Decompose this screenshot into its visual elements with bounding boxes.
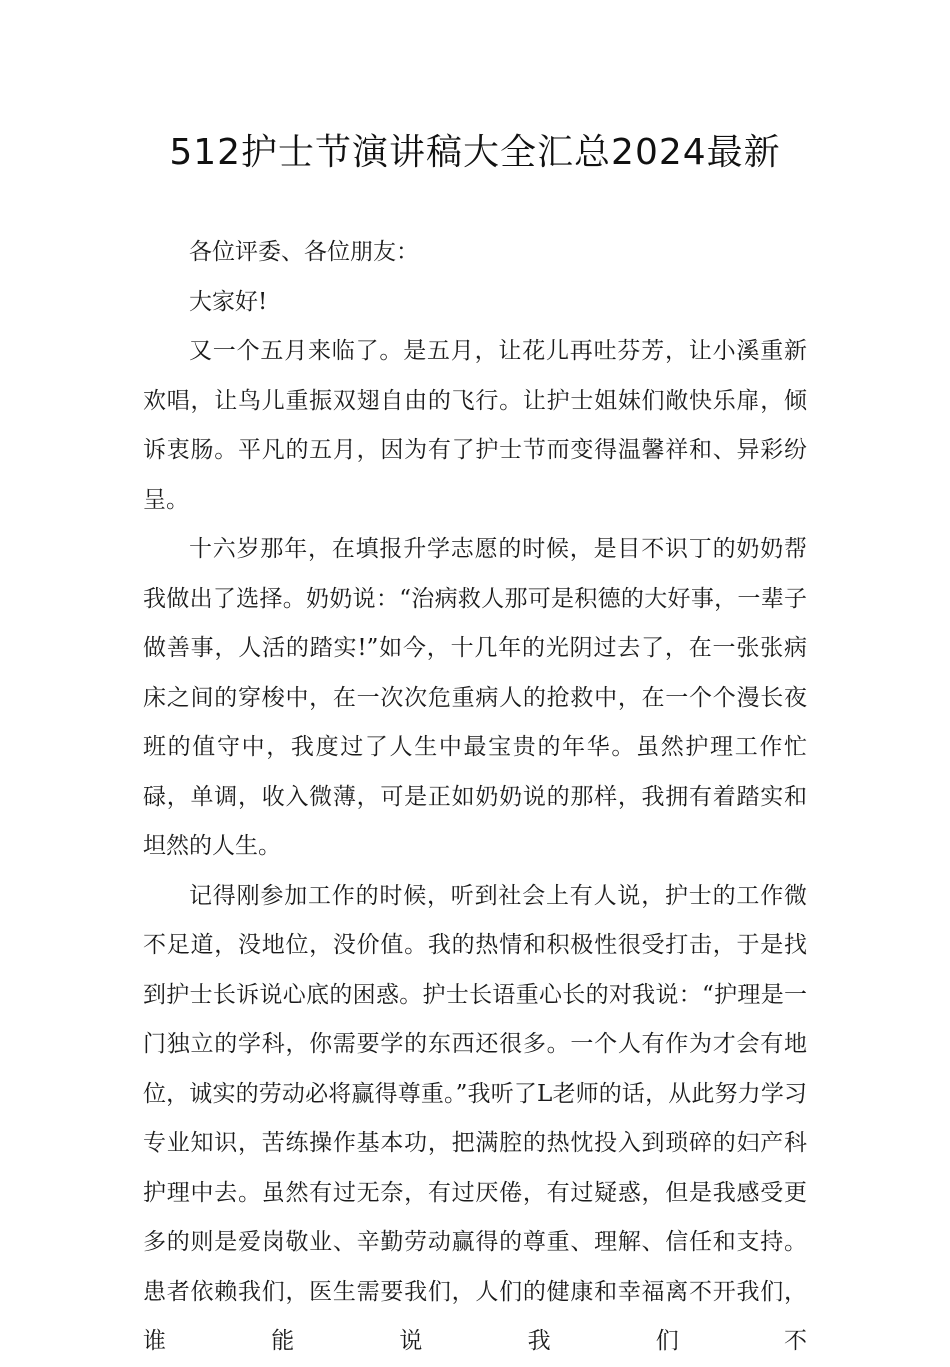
- document-body: [143, 228, 807, 1367]
- body-paragraph: 记得刚参加工作的时候，听到社会上有人说，护士的工作微不足道，没地位，没价值。我的热情和积极性很受打击，于是找到护士长诉说心底的困惑。护士长语重心长的对我说：“护理是一门独立的学科，你需要学的东西还很多。一个人有作为才会有地位，诚实的劳动必将赢得尊重。”我听了L老师的话，从此努力学习专业知识，苦练操作基本功，把满腔的热忱投入到琐碎的妇产科护理中去。虽然有过无奈，有过厌倦，有过疑惑，但是我感受更多的则是爱岗敬业、辛勤劳动赢得的尊重、理解、信任和支持。患者依赖我们，医生需要我们，人们的健康和幸福离不开我们，谁能说我们不: [143, 882, 807, 1354]
- salutation: 各位评委、各位朋友：: [189, 239, 419, 265]
- document-title: 512护士节演讲稿大全汇总2024最新: [169, 132, 781, 173]
- body-paragraph: 又一个五月来临了。是五月，让花儿再吐芬芳，让小溪重新欢唱，让鸟儿重振双翅自由的飞行。让护士姐妹们敞快乐扉，倾诉衷肠。平凡的五月，因为有了护士节而变得温馨祥和、异彩纷呈。: [143, 338, 807, 513]
- greeting: 大家好!: [189, 288, 268, 315]
- body-paragraph: 十六岁那年，在填报升学志愿的时候，是目不识丁的奶奶帮我做出了选择。奶奶说：“治病救人那可是积德的大好事，一辈子做善事，人活的踏实!”如今，十几年的光阴过去了，在一张张病床之间的穿梭中，在一次次危重病人的抢救中，在一个个漫长夜班的值守中，我度过了人生中最宝贵的年华。虽然护理工作忙碌，单调，收入微薄，可是正如奶奶说的那样，我拥有着踏实和坦然的人生。: [143, 536, 807, 859]
